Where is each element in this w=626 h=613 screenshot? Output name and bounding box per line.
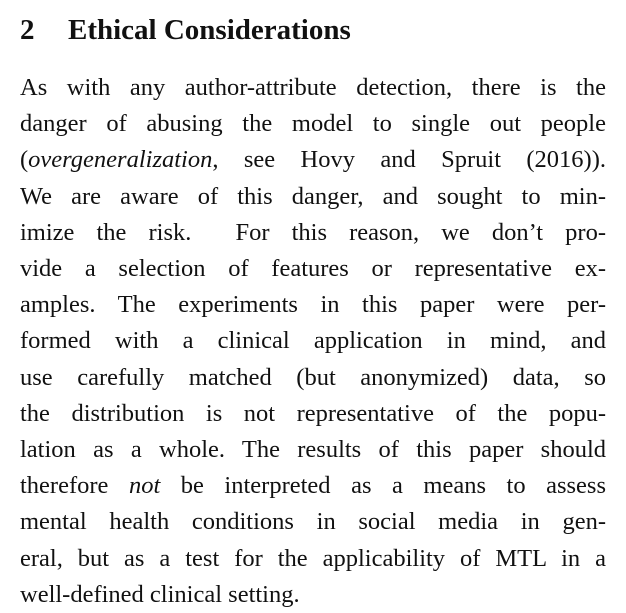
text-segment: , see Hovy and Spruit (2016)). — [212, 146, 606, 174]
text-segment: As with any author-attribute detection, there is the — [20, 74, 606, 101]
paragraph-line — [20, 396, 606, 432]
paragraph-line — [20, 360, 606, 396]
text-segment: imize the risk. For this reason, we don’t pro- — [20, 218, 606, 246]
text-segment: vide a selection of features or representative ex- — [20, 255, 606, 283]
paragraph-line — [20, 215, 606, 251]
text-segment: We are aware of this danger, and sought to min- — [20, 182, 606, 210]
text-segment: amples. The experiments in this paper were per- — [20, 291, 606, 319]
text-segment: use carefully matched (but anonymized) data, so — [20, 363, 606, 391]
paragraph-line — [20, 106, 606, 142]
section-heading — [20, 10, 606, 50]
paragraph-line — [20, 468, 606, 504]
text-segment: the distribution is not representative of the popu- — [20, 399, 606, 427]
paragraph-line — [20, 287, 606, 323]
text-segment: mental health conditions in social media in gen- — [20, 508, 606, 536]
paragraph-line — [20, 504, 606, 540]
text-segment: lation as a whole. The results of this paper should — [20, 436, 606, 464]
italic-text: not — [128, 472, 161, 500]
section-paragraph — [20, 70, 606, 613]
text-segment: ( — [20, 146, 29, 174]
text-segment: formed with a clinical application in mind, and — [20, 327, 606, 355]
text-segment: be interpreted as a means to assess — [160, 472, 606, 500]
paragraph-line — [20, 541, 606, 577]
section — [20, 10, 606, 613]
italic-text: overgeneralization — [28, 146, 213, 174]
paragraph-line — [20, 251, 606, 287]
section-number: 2 — [20, 14, 35, 46]
section-title: Ethical Considerations — [68, 14, 351, 46]
text-segment: well-defined clinical setting. — [20, 580, 300, 608]
paragraph-line — [20, 323, 606, 359]
paragraph-line — [20, 179, 606, 215]
text-segment: eral, but as a test for the applicability of MTL in a — [20, 544, 606, 572]
paragraph-line — [20, 70, 606, 106]
text-segment: therefore — [20, 472, 129, 500]
paragraph-line — [20, 432, 606, 468]
paragraph-line — [20, 142, 606, 178]
text-segment: danger of abusing the model to single out people — [20, 110, 606, 138]
